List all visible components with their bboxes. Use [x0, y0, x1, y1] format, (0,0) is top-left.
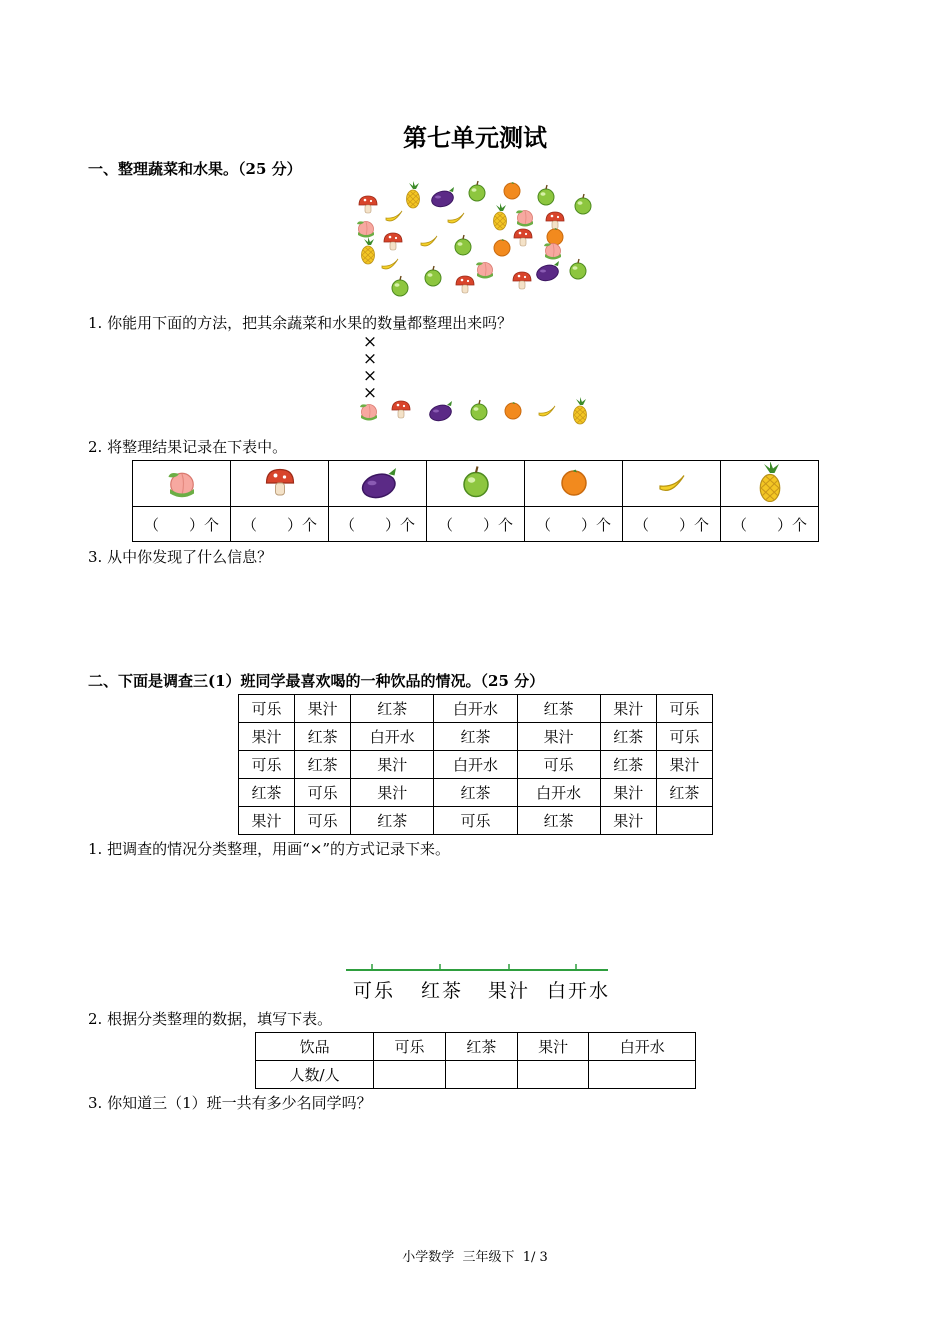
- mushroom-cell: [231, 461, 329, 507]
- survey-cell: 红茶: [351, 695, 434, 723]
- axis-label-tea: 红茶: [421, 980, 464, 1002]
- survey-cell: [656, 807, 712, 835]
- pineapple-cell: [721, 461, 819, 507]
- apple-icon: [471, 400, 487, 420]
- survey-cell: 红茶: [517, 807, 600, 835]
- survey-cell: 可乐: [239, 695, 295, 723]
- section2-heading: 二、下面是调查三(1）班同学最喜欢喝的一种饮品的情况。（25 分）: [88, 672, 545, 690]
- survey-cell: 果汁: [517, 723, 600, 751]
- section1-heading: 一、整理蔬菜和水果。（25 分）: [88, 160, 302, 178]
- eggplant-cell: [329, 461, 427, 507]
- axis-label-juice: 果汁: [488, 980, 531, 1002]
- count-blank[interactable]: （ ）个: [525, 507, 623, 542]
- fruit-cluster-image: [350, 180, 600, 300]
- survey-row: [239, 807, 713, 835]
- survey-cell: 红茶: [600, 723, 656, 751]
- axis-label-cola: 可乐: [353, 980, 396, 1002]
- survey-cell: 红茶: [295, 751, 351, 779]
- orange-cell: [525, 461, 623, 507]
- section1-question-2: 2. 将整理结果记录在下表中。: [88, 438, 288, 456]
- record-count-row: [133, 507, 819, 542]
- summary-table: [255, 1032, 696, 1089]
- summary-header-cell: 可乐: [374, 1033, 446, 1061]
- survey-cell: 可乐: [656, 695, 712, 723]
- banana-icon: [539, 406, 555, 416]
- tally-mark: ×: [362, 383, 378, 403]
- section2-question-3: 3. 你知道三（1）班一共有多少名同学吗？: [88, 1094, 372, 1112]
- mushroom-icon: [392, 401, 410, 418]
- summary-header-row: [256, 1033, 696, 1061]
- summary-header-cell: 果汁: [517, 1033, 589, 1061]
- peach-icon: [360, 404, 377, 420]
- survey-cell: 红茶: [656, 779, 712, 807]
- apple-cell: [427, 461, 525, 507]
- survey-cell: 红茶: [600, 751, 656, 779]
- count-blank[interactable]: （ ）个: [427, 507, 525, 542]
- survey-cell: 果汁: [600, 807, 656, 835]
- survey-cell: 果汁: [600, 779, 656, 807]
- survey-cell: 可乐: [434, 807, 517, 835]
- example-tally: [362, 334, 378, 402]
- section1-question-1: 1. 你能用下面的方法，把其余蔬菜和水果的数量都整理出来吗？: [88, 314, 513, 332]
- survey-cell: 果汁: [351, 751, 434, 779]
- survey-cell: 白开水: [434, 695, 517, 723]
- count-blank[interactable]: （ ）个: [329, 507, 427, 542]
- survey-cell: 红茶: [295, 723, 351, 751]
- summary-header-cell: 饮品: [256, 1033, 374, 1061]
- tally-mark: ×: [362, 332, 378, 352]
- count-blank[interactable]: （ ）个: [231, 507, 329, 542]
- summary-blank[interactable]: [445, 1061, 517, 1089]
- survey-cell: 红茶: [351, 807, 434, 835]
- section2-question-2: 2. 根据分类整理的数据，填写下表。: [88, 1010, 333, 1028]
- page-footer: 小学数学 三年级下 1/ 3: [402, 1250, 548, 1265]
- summary-row-label: 人数/人: [256, 1061, 374, 1089]
- section1-question-3: 3. 从中你发现了什么信息？: [88, 548, 273, 566]
- survey-cell: 红茶: [434, 723, 517, 751]
- banana-cell: [623, 461, 721, 507]
- summary-count-row: [256, 1061, 696, 1089]
- survey-cell: 果汁: [600, 695, 656, 723]
- survey-row: [239, 751, 713, 779]
- survey-cell: 果汁: [239, 723, 295, 751]
- count-blank[interactable]: （ ）个: [623, 507, 721, 542]
- summary-header-cell: 红茶: [445, 1033, 517, 1061]
- eggplant-icon: [428, 401, 453, 423]
- record-table: [132, 460, 819, 542]
- count-blank[interactable]: （ ）个: [133, 507, 231, 542]
- peach-cell: [133, 461, 231, 507]
- page-title: 第七单元测试: [403, 123, 547, 152]
- survey-cell: 红茶: [434, 779, 517, 807]
- survey-cell: 可乐: [295, 779, 351, 807]
- axis-label-water: 白开水: [547, 980, 611, 1002]
- count-blank[interactable]: （ ）个: [721, 507, 819, 542]
- summary-blank[interactable]: [374, 1061, 446, 1089]
- survey-cell: 可乐: [656, 723, 712, 751]
- section2-question-1: 1. 把调查的情况分类整理，用画“×”的方式记录下来。: [88, 840, 450, 858]
- tally-mark: ×: [362, 349, 378, 369]
- survey-cell: 果汁: [295, 695, 351, 723]
- survey-cell: 红茶: [517, 695, 600, 723]
- survey-cell: 可乐: [239, 751, 295, 779]
- orange-icon: [505, 402, 521, 419]
- survey-cell: 果汁: [656, 751, 712, 779]
- survey-row: [239, 779, 713, 807]
- pineapple-icon: [574, 397, 587, 424]
- survey-cell: 可乐: [517, 751, 600, 779]
- tally-axis-line: [344, 960, 610, 976]
- summary-header-cell: 白开水: [589, 1033, 696, 1061]
- survey-cell: 红茶: [239, 779, 295, 807]
- survey-row: [239, 695, 713, 723]
- survey-cell: 白开水: [351, 723, 434, 751]
- survey-cell: 果汁: [239, 807, 295, 835]
- survey-row: [239, 723, 713, 751]
- survey-cell: 白开水: [434, 751, 517, 779]
- tally-mark: ×: [362, 366, 378, 386]
- summary-blank[interactable]: [517, 1061, 589, 1089]
- survey-cell: 可乐: [295, 807, 351, 835]
- summary-blank[interactable]: [589, 1061, 696, 1089]
- survey-cell: 白开水: [517, 779, 600, 807]
- example-fruit-row: [355, 394, 595, 428]
- record-icon-row: [133, 461, 819, 507]
- survey-table: [238, 694, 713, 835]
- survey-cell: 果汁: [351, 779, 434, 807]
